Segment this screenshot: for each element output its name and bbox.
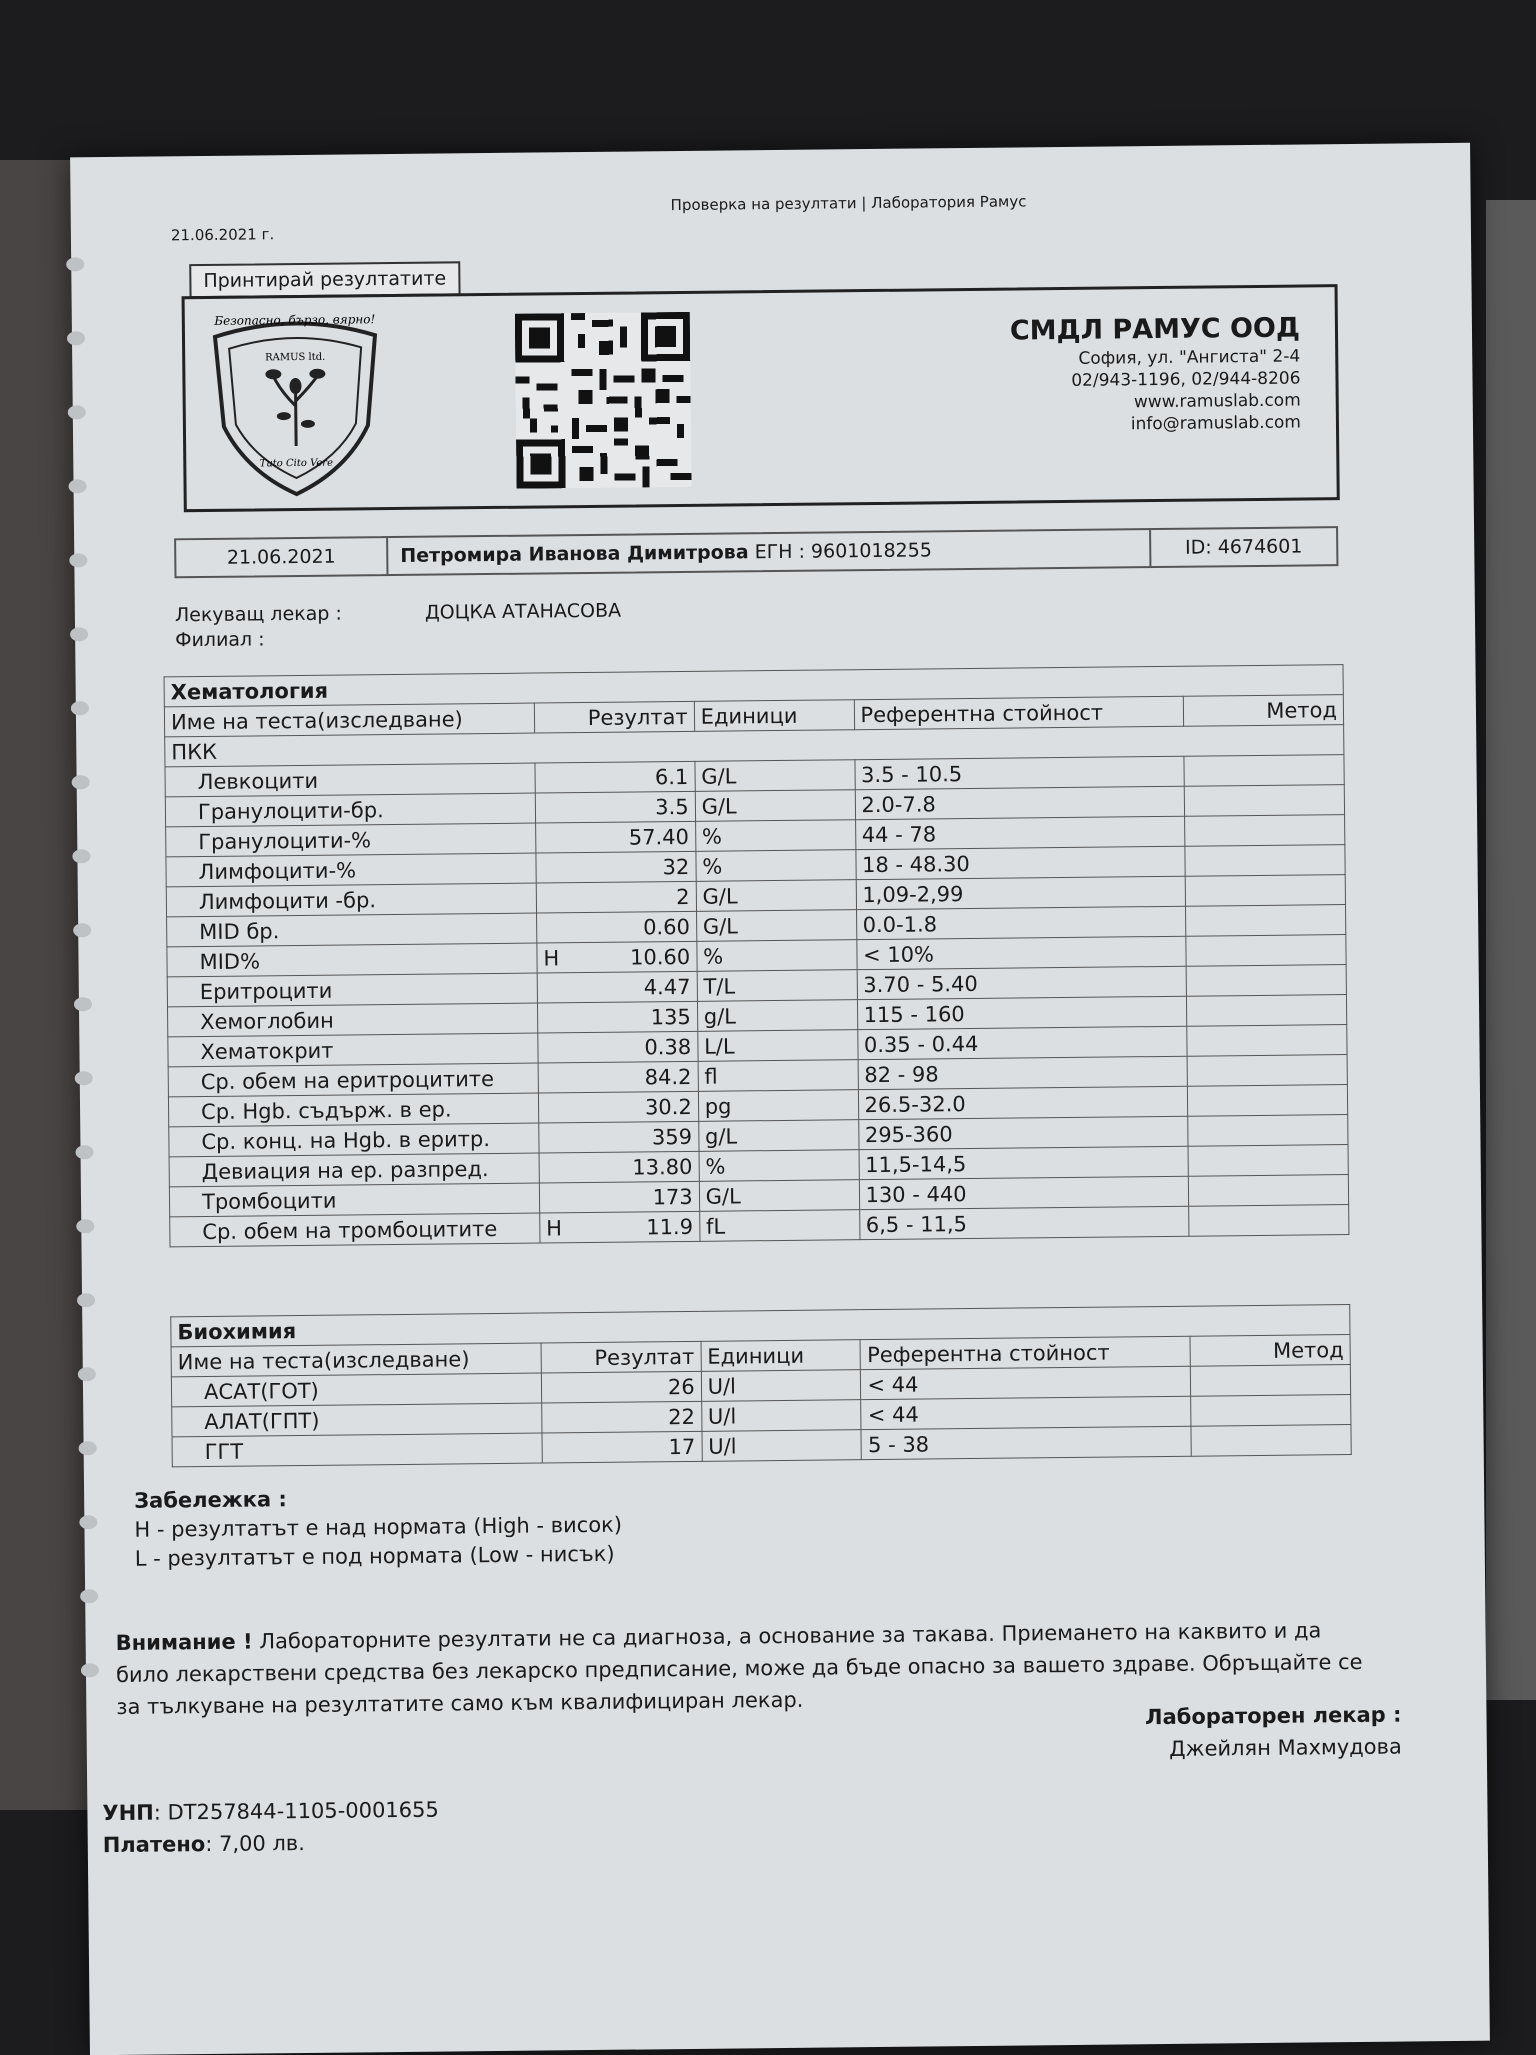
note-high: H - резултатът е над нормата (High - висок) [134, 1512, 623, 1542]
result-value: 0.38 [644, 1034, 692, 1059]
result-unit: g/L [698, 1120, 858, 1152]
col-units: Единици [701, 1340, 861, 1372]
result-unit: g/L [697, 1000, 857, 1032]
result-value: 0.60 [642, 914, 691, 939]
result-unit: G/L [696, 880, 856, 912]
svg-text:RAMUS ltd.: RAMUS ltd. [265, 351, 326, 364]
patient-bar [174, 526, 1338, 578]
section-title: Хематология [164, 665, 1343, 707]
biochemistry-table [170, 1304, 1352, 1467]
paid-label: Платено [102, 1832, 206, 1858]
test-name: Гранулоцити-бр. [165, 793, 535, 827]
reference-range: < 44 [861, 1396, 1191, 1429]
reference-range: 130 - 440 [859, 1176, 1189, 1209]
result-value: 22 [668, 1404, 696, 1429]
test-name: Ср. обем на еритроцитите [168, 1063, 538, 1097]
test-name: Левкоцити [165, 763, 535, 797]
footer [102, 1794, 439, 1862]
col-reference: Референтна стойност [854, 696, 1184, 729]
method-cell [1189, 1175, 1349, 1207]
result-flag: H [543, 945, 560, 970]
svg-text:Безопасно, бързо, вярно!: Безопасно, бързо, вярно! [214, 312, 376, 328]
result-value: 135 [650, 1004, 691, 1029]
result-value: 13.80 [632, 1154, 693, 1180]
result-unit: U/l [701, 1370, 861, 1402]
result-unit: G/L [699, 1180, 859, 1212]
result-sheet [70, 143, 1490, 2055]
signer-label: Лабораторен лекар : [1144, 1702, 1402, 1730]
patient-info [400, 532, 932, 574]
result-value: 30.2 [644, 1094, 692, 1119]
method-cell [1187, 1055, 1347, 1087]
col-units: Единици [694, 700, 854, 732]
lab-phones: 02/943-1196, 02/944-8206 [1071, 368, 1301, 391]
result-value: 17 [668, 1434, 696, 1459]
result-value: 84.2 [644, 1064, 692, 1089]
test-name: Лимфоцити-% [166, 853, 536, 887]
lab-header [182, 284, 1340, 512]
signer [1145, 1699, 1402, 1766]
result-value: 10.60 [629, 944, 691, 970]
note [134, 1482, 622, 1574]
result-unit: fl [698, 1060, 858, 1092]
section-title: Биохимия [171, 1305, 1350, 1347]
reference-range: 11,5-14,5 [859, 1146, 1189, 1179]
col-test-name: Име на теста(изследване) [171, 1343, 541, 1377]
group-label: ПКК [165, 725, 1344, 767]
reference-range: 3.70 - 5.40 [857, 966, 1187, 999]
col-reference: Референтна стойност [860, 1336, 1190, 1369]
result-value: 4.47 [643, 974, 691, 999]
result-value: 57.40 [628, 824, 690, 850]
reference-range: 18 - 48.30 [855, 846, 1185, 879]
test-name: Ср. обем на тромбоцитите [170, 1213, 540, 1247]
reference-range: 2.0-7.8 [855, 786, 1185, 819]
print-date: 21.06.2021 г. [170, 225, 275, 245]
col-result: Резултат [541, 1341, 701, 1373]
svg-text:Tuto Cito Vere: Tuto Cito Vere [259, 457, 334, 470]
method-cell [1186, 965, 1346, 997]
reference-range: 44 - 78 [855, 816, 1185, 849]
result-unit: G/L [695, 790, 855, 822]
result-unit: % [696, 850, 856, 882]
result-value: 173 [652, 1184, 693, 1209]
patient-egn: ЕГН : 9601018255 [754, 539, 932, 564]
sample-date: 21.06.2021 [176, 538, 388, 576]
note-low: L - резултатът е под нормата (Low - нисък) [134, 1541, 615, 1571]
reference-range: 115 - 160 [857, 996, 1187, 1029]
method-cell [1184, 785, 1344, 817]
reference-range: < 44 [861, 1366, 1191, 1399]
method-cell [1187, 995, 1347, 1027]
test-name: ГГТ [172, 1433, 542, 1467]
test-name: АСАТ(ГОТ) [171, 1373, 541, 1407]
result-unit: G/L [696, 910, 856, 942]
result-unit: % [699, 1150, 859, 1182]
lab-address: София, ул. "Ангиста" 2-4 [1078, 346, 1301, 369]
reference-range: 0.0-1.8 [856, 906, 1186, 939]
method-cell [1191, 1365, 1351, 1397]
method-cell [1188, 1085, 1348, 1117]
reference-range: 82 - 98 [858, 1056, 1188, 1089]
method-cell [1185, 875, 1345, 907]
result-unit: pg [698, 1090, 858, 1122]
doctor-name: ДОЦКА АТАНАСОВА [424, 599, 622, 624]
result-unit: U/l [701, 1400, 861, 1432]
unp-value: : DT257844-1105-0001655 [153, 1797, 439, 1825]
reference-range: < 10% [856, 936, 1186, 969]
test-name: Лимфоцити -бр. [166, 883, 536, 917]
result-unit: % [697, 940, 857, 972]
method-cell [1187, 1025, 1347, 1057]
result-value: 26 [667, 1374, 695, 1399]
reference-range: 0.35 - 0.44 [857, 1026, 1187, 1059]
page-title: Проверка на резултати | Лаборатория Рамус [670, 192, 1027, 215]
test-name: Гранулоцити-% [166, 823, 536, 857]
reference-range: 295-360 [858, 1116, 1188, 1149]
warning-label: Внимание ! [115, 1629, 253, 1655]
result-value: 3.5 [655, 794, 689, 819]
test-name: Тромбоцити [169, 1183, 539, 1217]
patient-id: ID: 4674601 [1149, 528, 1336, 566]
result-unit: L/L [697, 1030, 857, 1062]
col-method: Метод [1184, 695, 1344, 727]
paid-value: : 7,00 лв. [205, 1831, 306, 1857]
method-cell [1188, 1115, 1348, 1147]
unp-label: УНП [102, 1800, 154, 1826]
background-sheet [1486, 200, 1536, 1700]
reference-range: 6,5 - 11,5 [859, 1206, 1189, 1239]
result-unit: G/L [695, 760, 855, 792]
doctor-info [174, 599, 622, 654]
hematology-table [164, 664, 1350, 1247]
result-unit: U/l [702, 1430, 862, 1462]
reference-range: 3.5 - 10.5 [854, 756, 1184, 789]
print-results-button[interactable]: Принтирай резултатите [189, 261, 460, 298]
lab-contact [1009, 312, 1302, 437]
branch-label: Филиал : [175, 628, 265, 652]
doctor-label: Лекуващ лекар : [174, 602, 342, 627]
result-value: 359 [651, 1124, 693, 1149]
result-value: 6.1 [654, 764, 689, 789]
col-result: Резултат [534, 701, 694, 733]
lab-website: www.ramuslab.com [1133, 390, 1301, 413]
test-name: Ср. Hgb. съдърж. в ер. [168, 1093, 538, 1127]
method-cell [1186, 905, 1346, 937]
test-name: Девиация на ер. разпред. [169, 1153, 539, 1187]
test-name: MID% [167, 943, 537, 977]
method-cell [1191, 1425, 1351, 1457]
lab-name: СМДЛ РАМУС ООД [1009, 312, 1301, 347]
warning-text: Лабораторните резултати не са диагноза, а основание за такава. Приемането на каквито и да било лекарствени средства без лекарско предписание, може да бъде опасно за вашето здраве. Обръщайте се за тълкуване на резултатите само към квалифициран лекар. [115, 1618, 1363, 1719]
result-unit: fL [699, 1210, 859, 1242]
result-value: 32 [662, 854, 690, 879]
col-test-name: Име на теста(изследване) [164, 703, 534, 737]
method-cell [1188, 1145, 1348, 1177]
reference-range: 26.5-32.0 [858, 1086, 1188, 1119]
reference-range: 1,09-2,99 [856, 876, 1186, 909]
result-unit: % [695, 820, 855, 852]
lab-email: info@ramuslab.com [1130, 412, 1302, 435]
reference-range: 5 - 38 [861, 1426, 1191, 1459]
method-cell [1186, 935, 1346, 967]
method-cell [1191, 1395, 1351, 1427]
test-name: АЛАТ(ГПТ) [172, 1403, 542, 1437]
lab-logo-icon [195, 305, 397, 502]
patient-name: Петромира Иванова Димитрова [400, 541, 749, 567]
col-method: Метод [1190, 1335, 1350, 1367]
result-unit: T/L [697, 970, 857, 1002]
result-value: 2 [676, 884, 690, 909]
method-cell [1185, 845, 1345, 877]
test-name: Хематокрит [168, 1033, 538, 1067]
result-value: 11.9 [646, 1214, 694, 1239]
method-cell [1184, 755, 1344, 787]
test-name: Ср. конц. на Hgb. в еритр. [169, 1123, 539, 1157]
note-title: Забележка : [134, 1487, 287, 1513]
test-name: Хемоглобин [168, 1003, 538, 1037]
method-cell [1185, 815, 1345, 847]
qr-code-icon [515, 312, 692, 489]
test-name: Еритроцити [167, 973, 537, 1007]
result-flag: H [546, 1215, 563, 1240]
test-name: MID бр. [167, 913, 537, 947]
method-cell [1189, 1205, 1349, 1237]
signer-name: Джейлян Махмудова [1169, 1734, 1402, 1761]
